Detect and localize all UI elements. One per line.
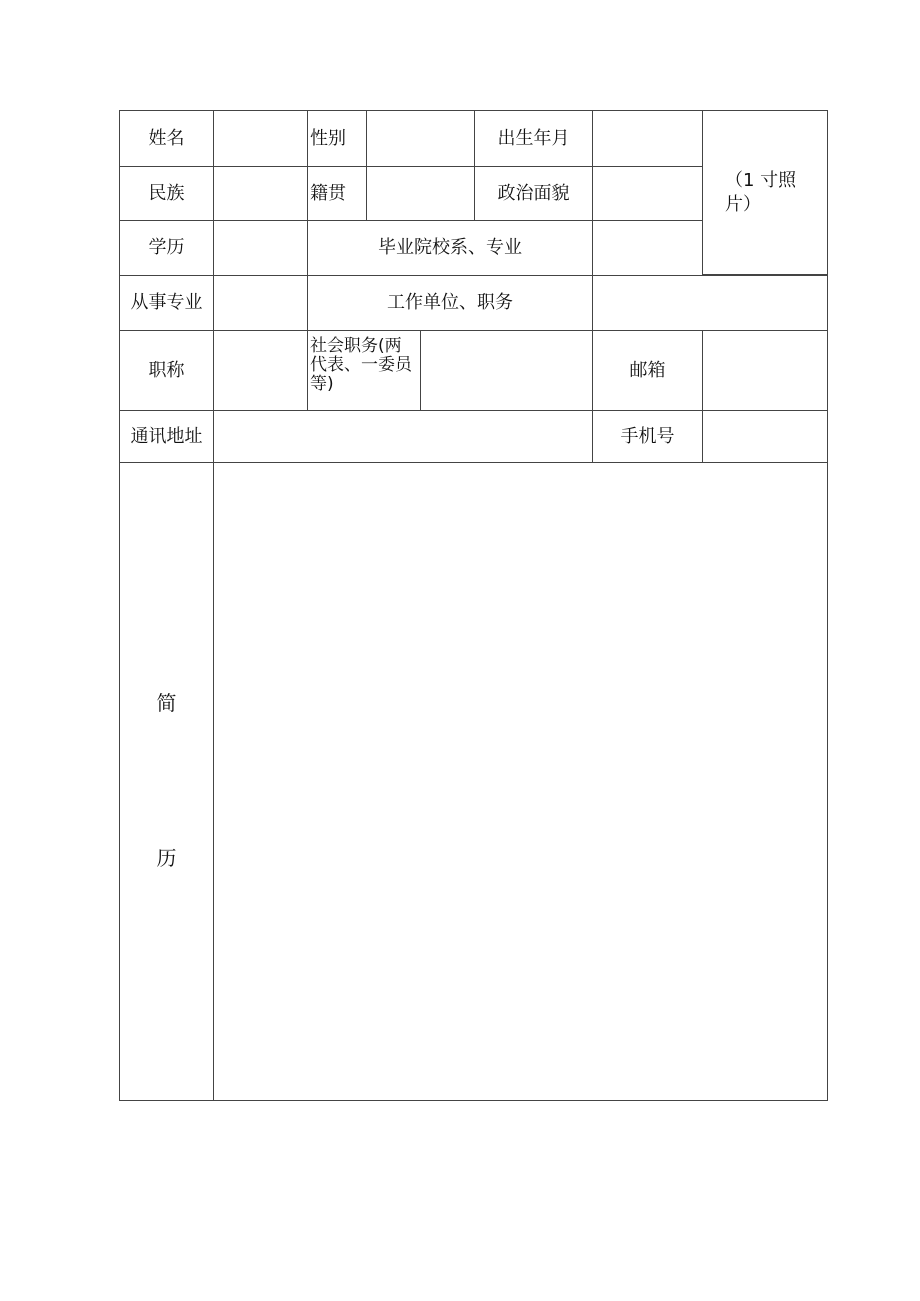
- label-email: 邮箱: [592, 330, 703, 411]
- label-school-major: 毕业院校系、专业: [307, 220, 593, 276]
- label-birth: 出生年月: [474, 110, 593, 167]
- email-field[interactable]: [702, 330, 828, 411]
- photo-label: （1 寸照片）: [725, 169, 797, 215]
- address-field[interactable]: [213, 410, 593, 463]
- title-field[interactable]: [213, 330, 308, 411]
- label-name: 姓名: [119, 110, 214, 167]
- school-major-field[interactable]: [592, 220, 703, 276]
- label-resume: [119, 462, 214, 1101]
- resume-label-char-2: 历: [156, 846, 177, 870]
- label-workplace-position: 工作单位、职务: [307, 275, 593, 331]
- photo-box[interactable]: [702, 110, 828, 275]
- education-field[interactable]: [213, 220, 308, 276]
- workplace-position-field[interactable]: [592, 275, 828, 331]
- label-address: 通讯地址: [119, 410, 214, 463]
- label-native-place: 籍贯: [307, 166, 367, 221]
- label-ethnicity: 民族: [119, 166, 214, 221]
- political-status-field[interactable]: [592, 166, 703, 221]
- resume-label-char-1: 简: [156, 691, 177, 715]
- social-position-field[interactable]: [420, 330, 593, 411]
- name-field[interactable]: [213, 110, 308, 167]
- label-political-status: 政治面貌: [474, 166, 593, 221]
- profession-field[interactable]: [213, 275, 308, 331]
- ethnicity-field[interactable]: [213, 166, 308, 221]
- birth-field[interactable]: [592, 110, 703, 167]
- label-phone: 手机号: [592, 410, 703, 463]
- label-social-position: 社会职务(两代表、一委员等): [307, 330, 421, 411]
- resume-field[interactable]: [213, 462, 828, 1101]
- phone-field[interactable]: [702, 410, 828, 463]
- gender-field[interactable]: [366, 110, 475, 167]
- label-gender: 性别: [307, 110, 367, 167]
- label-profession: 从事专业: [119, 275, 214, 331]
- native-place-field[interactable]: [366, 166, 475, 221]
- label-education: 学历: [119, 220, 214, 276]
- label-title: 职称: [119, 330, 214, 411]
